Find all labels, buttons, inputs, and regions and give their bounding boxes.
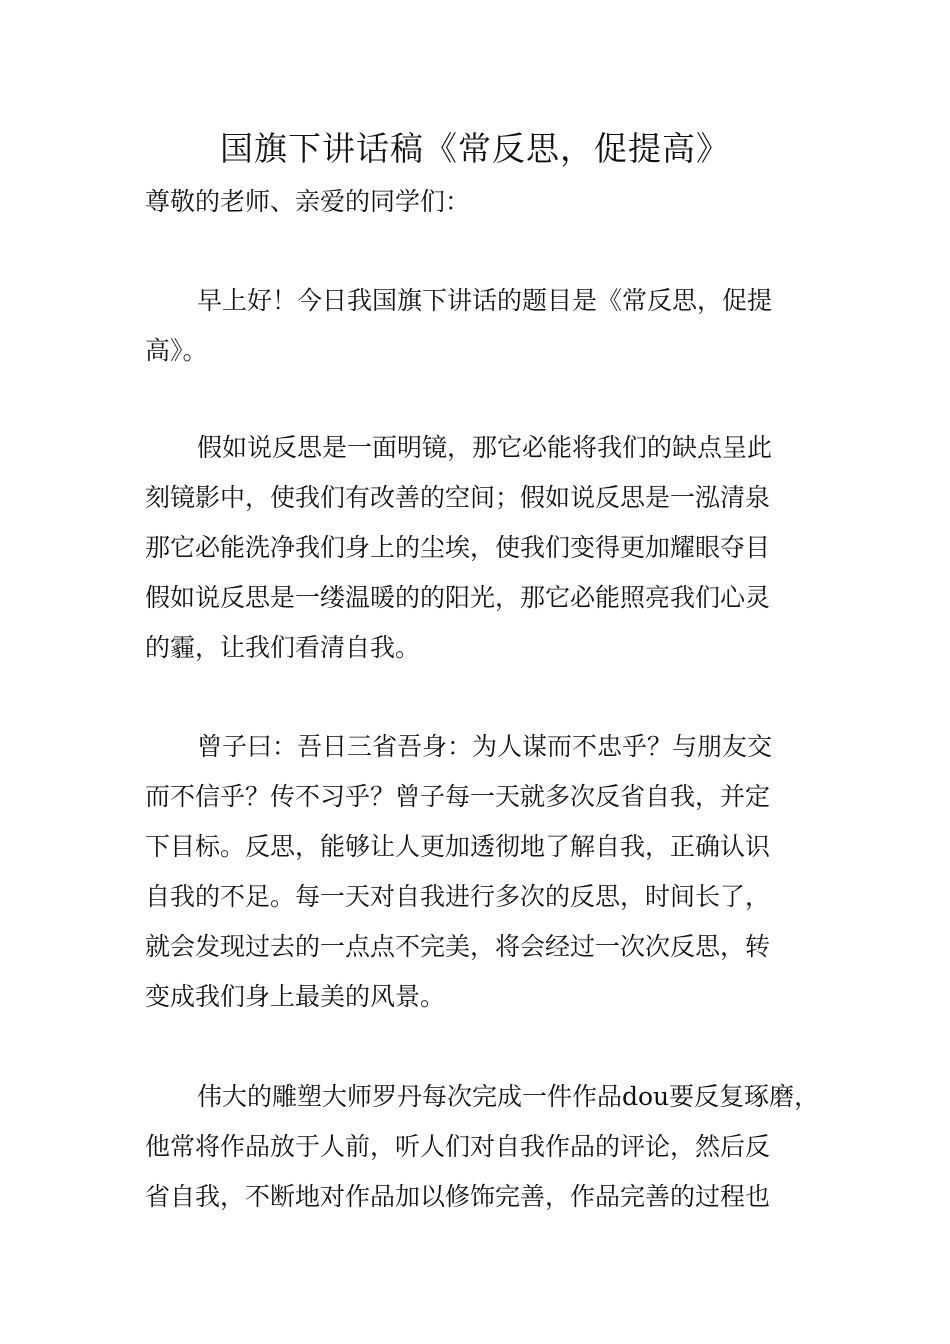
paragraph-line: 变成我们身上最美的风景。 bbox=[145, 982, 446, 1011]
paragraph-line: 假如说反思是一面明镜，那它必能将我们的缺点呈此 bbox=[197, 433, 773, 462]
document-title: 国旗下讲话稿《常反思，促提高》 bbox=[220, 129, 730, 168]
paragraph-line: 自我的不足。每一天对自我进行多次的反思，时间长了， bbox=[145, 882, 771, 911]
greeting bbox=[145, 177, 810, 227]
paragraph-line: 而不信乎？传不习乎？曾子每一天就多次反省自我，并定 bbox=[145, 782, 771, 811]
paragraph-line: 就会发现过去的一点点不完美，将会经过一次次反思，转 bbox=[145, 932, 771, 961]
paragraph-line: 早上好！今日我国旗下讲话的题目是《常反思，促提 bbox=[197, 286, 773, 315]
greeting-line: 尊敬的老师、亲爱的同学们： bbox=[145, 187, 471, 216]
paragraph-2 bbox=[145, 423, 810, 673]
paragraph-line: 的霾，让我们看清自我。 bbox=[145, 633, 421, 662]
paragraph-line: 刻镜影中，使我们有改善的空间；假如说反思是一泓清泉 bbox=[145, 483, 771, 512]
paragraph-line: 下目标。反思，能够让人更加透彻地了解自我，正确认识 bbox=[145, 832, 771, 861]
paragraph-line: 那它必能洗净我们身上的尘埃，使我们变得更加耀眼夺目 bbox=[145, 533, 771, 562]
paragraph-line: 伟大的雕塑大师罗丹每次完成一件作品dou要反复琢磨， bbox=[197, 1082, 820, 1111]
paragraph-line: 曾子曰：吾日三省吾身：为人谋而不忠乎？与朋友交 bbox=[197, 732, 773, 761]
paragraph-line: 假如说反思是一缕温暖的的阳光，那它必能照亮我们心灵 bbox=[145, 583, 771, 612]
paragraph-line: 高》。 bbox=[145, 336, 208, 365]
paragraph-3 bbox=[145, 722, 810, 1022]
paragraph-1 bbox=[145, 276, 810, 376]
paragraph-4 bbox=[145, 1072, 820, 1222]
paragraph-line: 他常将作品放于人前，听人们对自我作品的评论，然后反 bbox=[145, 1132, 771, 1161]
paragraph-line: 省自我，不断地对作品加以修饰完善，作品完善的过程也 bbox=[145, 1182, 771, 1211]
